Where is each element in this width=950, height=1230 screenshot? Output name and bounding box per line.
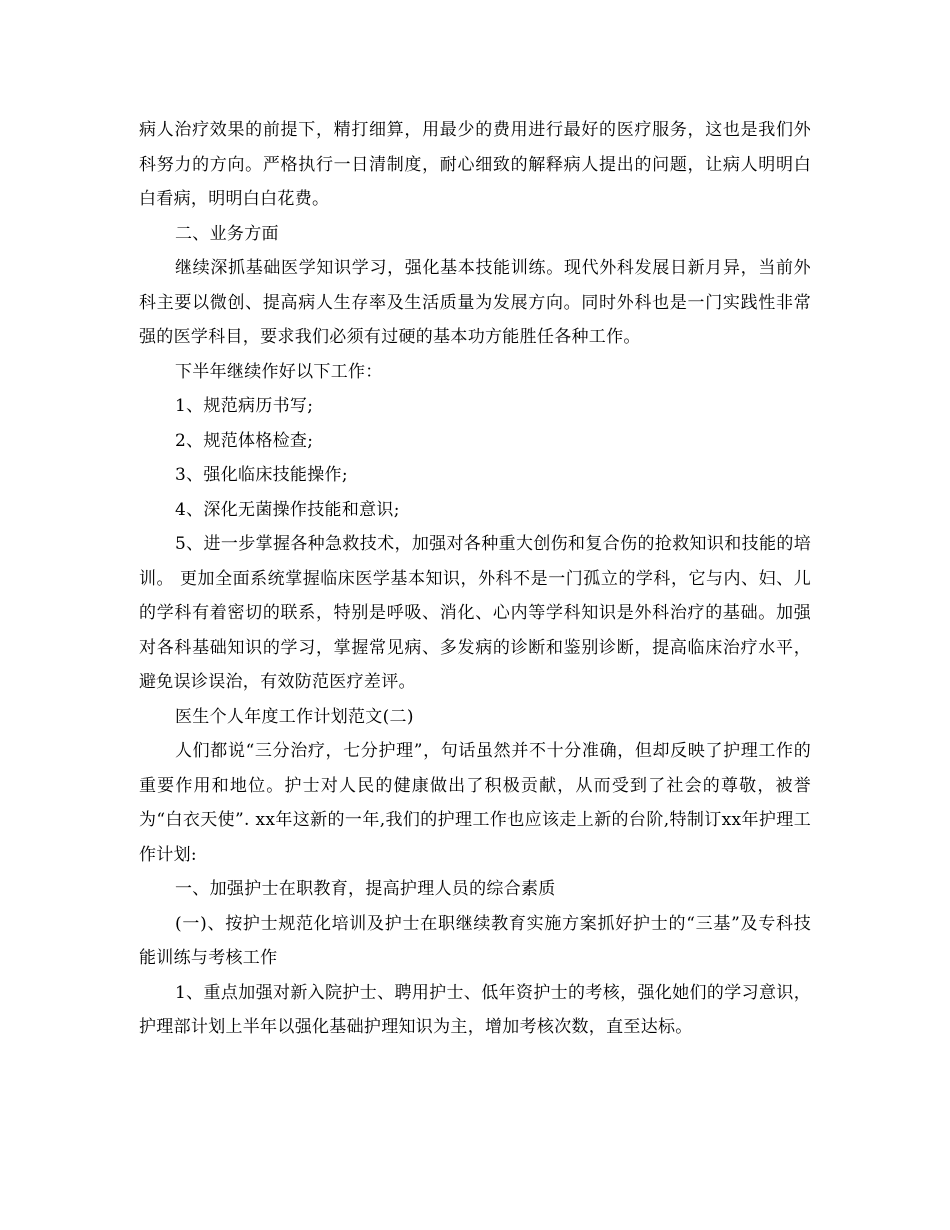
paragraph-nursing-intro: 人们都说“三分治疗，七分护理”，句话虽然并不十分准确，但却反映了护理工作的重要作用和地位。护士对人民的健康做出了积极贡献，从而受到了社会的尊敬，被誉为“白衣天使”. xx年这新的一年,我们的护理工作也应该走上新的台阶,特制订xx年护理工作计划: (139, 741, 811, 865)
section-heading-business: 二、业务方面 (175, 223, 279, 244)
section-heading-education: 一、加强护士在职教育，提高护理人员的综合素质 (175, 879, 556, 899)
document-body (139, 113, 811, 1045)
list-item-5: 5、进一步掌握各种急救技术，加强对各种重大创伤和复合伤的抢救知识和技能的培训。 更加全面系统掌握临床医学基本知识，外科不是一门孤立的学科，它与内、妇、儿的学科有着密切的联系，特别是呼吸、消化、心内等学科知识是外科治疗的基础。加强对各科基础知识的学习，掌握常见病、多发病的诊断和鉴别诊断，提高临床治疗水平，避免误诊误治，有效防范医疗差评。 (139, 534, 811, 692)
paragraph-second-half-intro: 下半年继续作好以下工作： (175, 361, 383, 382)
paragraph-assessment: 1、重点加强对新入院护士、聘用护士、低年资护士的考核，强化她们的学习意识，护理部计划上半年以强化基础护理知识为主，增加考核次数，直至达标。 (139, 982, 811, 1037)
list-item-3: 3、强化临床技能操作; (175, 465, 348, 485)
list-item-2: 2、规范体格检查; (175, 430, 314, 451)
paragraph-continuation: 病人治疗效果的前提下，精打细算，用最少的费用进行最好的医疗服务，这也是我们外科努力的方向。严格执行一日清制度，耐心细致的解释病人提出的问题，让病人明明白白看病，明明白白花费。 (139, 120, 811, 209)
list-item-4: 4、深化无菌操作技能和意识; (175, 499, 400, 520)
subsection-heading-training: (一)、按护士规范化培训及护士在职继续教育实施方案抓好护士的“三基”及专科技能训练与考核工作 (139, 913, 811, 968)
list-item-1: 1、规范病历书写; (175, 396, 314, 416)
paragraph-basic-knowledge: 继续深抓基础医学知识学习，强化基本技能训练。现代外科发展日新月异，当前外科主要以微创、提高病人生存率及生活质量为发展方向。同时外科也是一门实践性非常强的医学科目，要求我们必须有过硬的基本功方能胜任各种工作。 (139, 258, 811, 347)
section-title-sample-two: 医生个人年度工作计划范文(二) (175, 706, 414, 727)
